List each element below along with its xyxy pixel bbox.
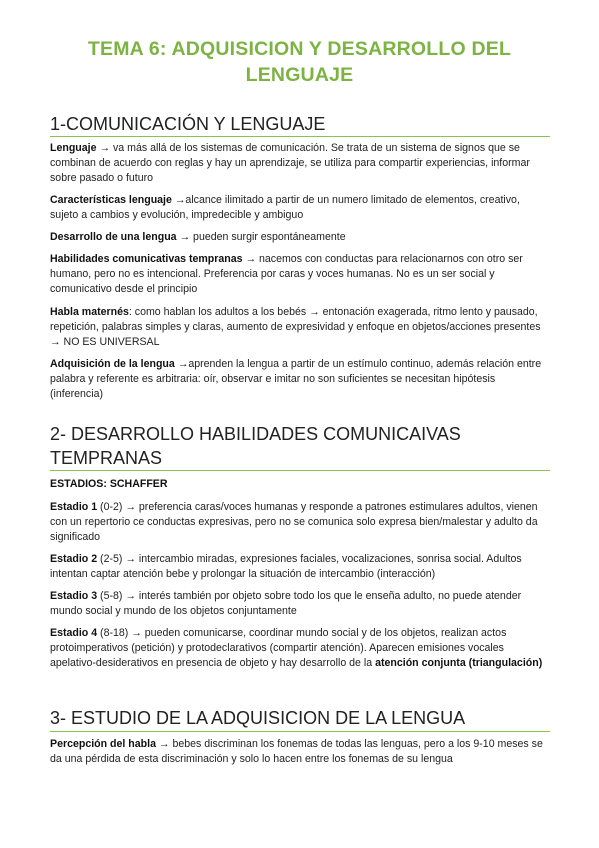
paragraph-text: (0-2) → preferencia caras/voces humanas y responde a patrones estimulares adultos, vienen con un repertorio ce conductas expresivas, pero no se comunica solo expresa bien/malestar y adulto da significado xyxy=(50,501,538,543)
paragraph-term: Estadio 3 xyxy=(50,590,98,602)
subheading-text: ESTADIOS: SCHAFFER xyxy=(50,478,168,490)
paragraph-text: (5-8) → interés también por objeto sobre todo los que le enseña adulto, no puede atender mundo social y mundo de los objetos conjuntamente xyxy=(50,590,522,617)
document-title: TEMA 6: ADQUISICION Y DESARROLLO DEL LENGUAJE xyxy=(87,38,512,86)
paragraph xyxy=(50,305,550,350)
section-heading: 1-COMUNICACIÓN Y LENGUAJE xyxy=(50,114,326,134)
paragraph-term: Lenguaje xyxy=(50,142,97,154)
paragraph-term: Desarrollo de una lengua xyxy=(50,231,177,243)
paragraph-term: Percepción del habla xyxy=(50,738,156,750)
section-heading: 3- ESTUDIO DE LA ADQUISICION DE LA LENGUA xyxy=(50,708,466,728)
paragraph-text: → pueden surgir espontáneamente xyxy=(176,231,346,243)
section-divider xyxy=(50,731,550,732)
paragraph-text: → va más allá de los sistemas de comunicación. Se trata de un sistema de signos que se combinan de acuerdo con reglas y hay un aprendizaje, se utiliza para compartir experiencias, informar sobre pasado o futuro xyxy=(50,142,530,184)
paragraph-text: : como hablan los adultos a los bebés → entonación exagerada, ritmo lento y pausado, repetición, palabras simples y claras, aumento de expresividad y enfoque en objetos/acciones presentes → NO ES UNIVERSAL xyxy=(50,306,541,348)
paragraph-term: Habilidades comunicativas tempranas xyxy=(50,253,243,265)
paragraph-term: Estadio 4 xyxy=(50,627,98,639)
subheading xyxy=(50,477,550,492)
paragraph-text: → bebes discriminan los fonemas de todas las lenguas, pero a los 9-10 meses se da una pérdida de esta discriminación y solo lo hacen entre los fonemas de su lengua xyxy=(50,738,543,765)
paragraph xyxy=(50,589,550,619)
paragraph-text: →aprenden la lengua a partir de un estímulo continuo, además relación entre palabra y referente es arbitraria: oír, observar e imitar no son suficientes se necesitan hipótesis (inferencia) xyxy=(50,358,542,400)
paragraph xyxy=(50,193,550,223)
section-heading: 2- DESARROLLO HABILIDADES COMUNICAIVAS TEMPRANAS xyxy=(50,424,461,468)
paragraph xyxy=(50,737,550,767)
paragraph-text: →alcance ilimitado a partir de un numero limitado de elementos, creativo, sujeto a cambios y evolución, impredecible y ambiguo xyxy=(50,194,520,221)
paragraph xyxy=(50,357,550,402)
paragraph xyxy=(50,552,550,582)
paragraph-text: (8-18) → pueden comunicarse, coordinar mundo social y de los objetos, realizan actos protoimperativos (petición) y protodeclarativos (compartir atención). Aparecen emisiones vocales apelativo-desiderativos en presencia de objeto y hay desarrollo de la xyxy=(50,627,507,669)
paragraph-term: Estadio 2 xyxy=(50,553,98,565)
paragraph xyxy=(50,626,550,671)
paragraph-term: Adquisición de la lengua xyxy=(50,358,175,370)
paragraph-text: → nacemos con conductas para relacionarnos con otro ser humano, pero no es intencional. Preferencia por caras y voces humanas. No es un ser social y comunicativo desde el principio xyxy=(50,253,523,295)
paragraph-term: atención conjunta (triangulación) xyxy=(375,657,543,669)
paragraph xyxy=(50,230,550,245)
section-divider xyxy=(50,136,550,137)
paragraph xyxy=(50,252,550,297)
paragraph xyxy=(50,500,550,545)
paragraph-term: Características lenguaje xyxy=(50,194,172,206)
paragraph-term: Estadio 1 xyxy=(50,501,98,513)
paragraph-text: (2-5) → intercambio miradas, expresiones faciales, vocalizaciones, sonrisa social. Adultos intentan captar atención bebe y prolongar la situación de intercambio (interacción) xyxy=(50,553,522,580)
paragraph-term: Habla maternés xyxy=(50,306,129,318)
section-divider xyxy=(50,470,550,471)
paragraph xyxy=(50,141,550,186)
